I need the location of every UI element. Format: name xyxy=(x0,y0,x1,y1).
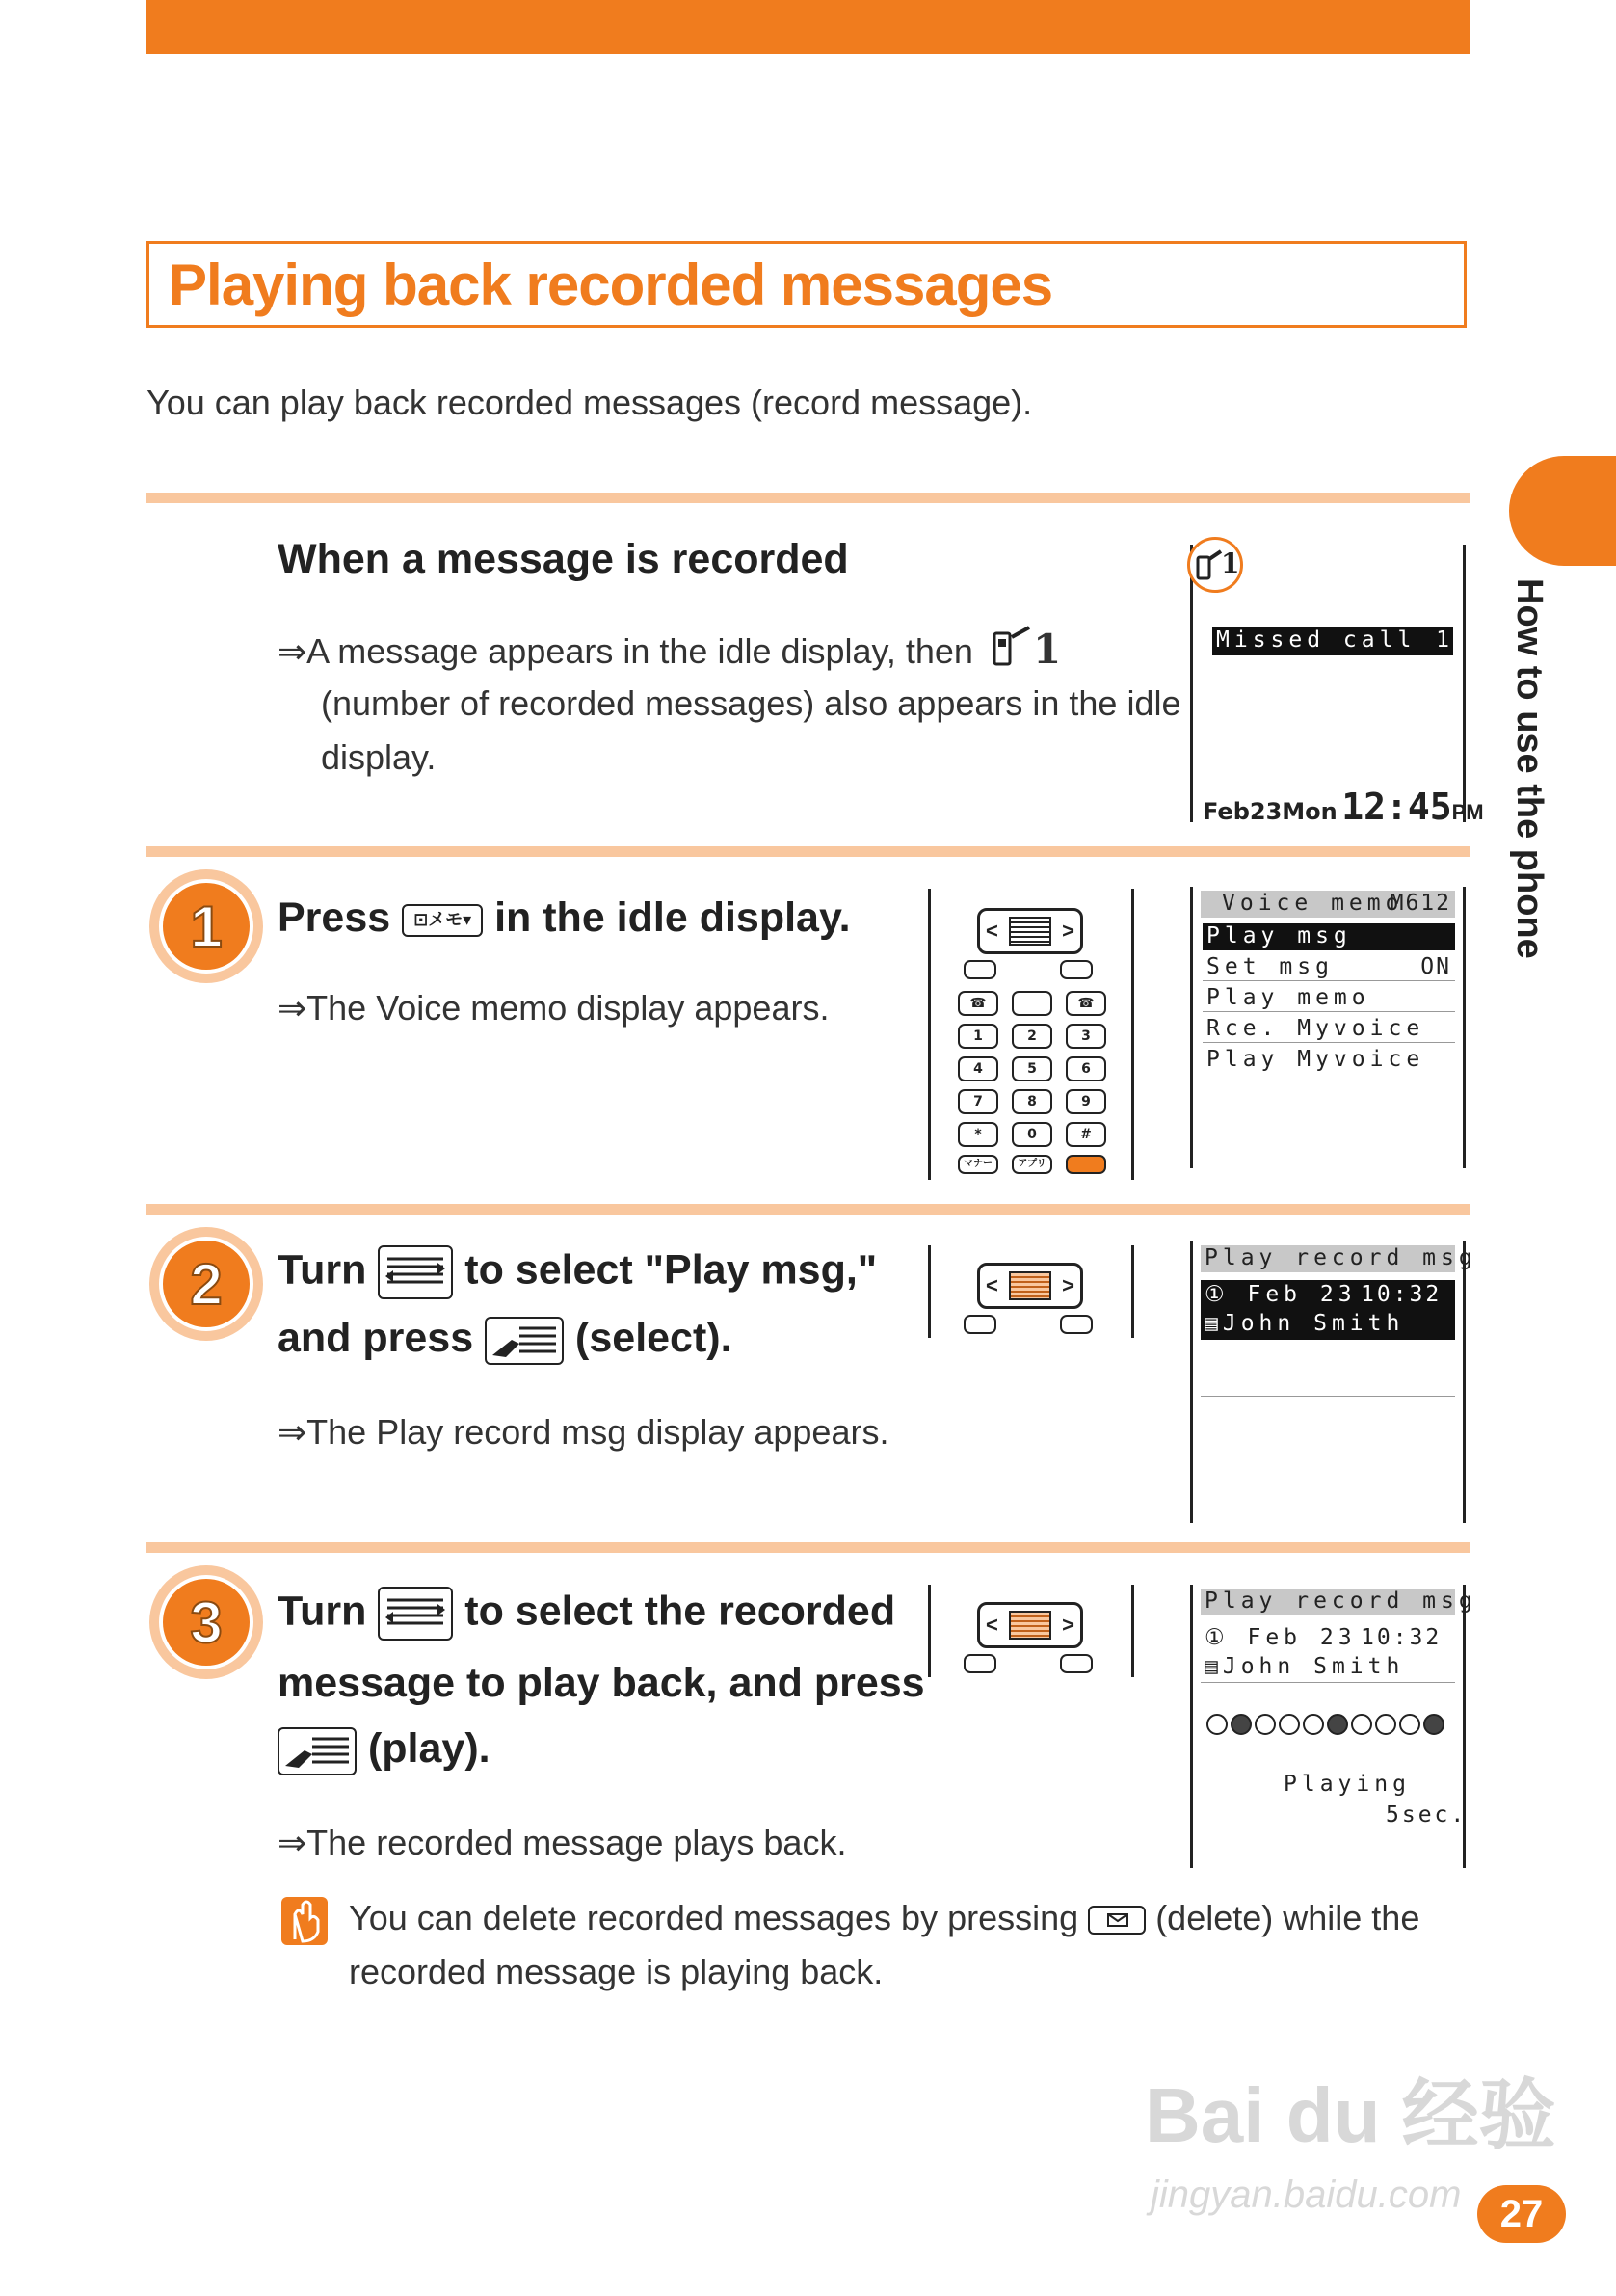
voice-mail-icon xyxy=(991,624,1033,683)
step3-line2: message to play back, and press xyxy=(278,1660,925,1706)
wheel-key-icon xyxy=(378,1245,453,1299)
hint-line2: recorded message is playing back. xyxy=(349,1952,884,1991)
side-tab-label: How to use the phone xyxy=(1509,578,1550,959)
idle-screen xyxy=(1190,545,1484,828)
recorded-line2: (number of recorded messages) also appears in the idle xyxy=(321,683,1181,723)
nav-wheel-illustration: < > xyxy=(928,1245,1134,1338)
record-entry-selected[interactable]: ① Feb 23 10:32 ▤John Smith xyxy=(1201,1280,1455,1340)
mail-key-icon xyxy=(1088,1906,1146,1935)
memo-key-icon: ⊡メモ▾ xyxy=(402,904,483,937)
play-key-icon xyxy=(278,1727,357,1775)
watermark-url: jingyan.baidu.com xyxy=(1151,2174,1462,2216)
recorded-heading: When a message is recorded xyxy=(278,536,849,582)
playing-status: Playing xyxy=(1284,1772,1411,1797)
section-divider xyxy=(146,1204,1470,1215)
keypad-illustration: < > ☎ ☎ 1 2 3 4 5 6 7 8 9 * 0 # マナー アプリ xyxy=(928,889,1134,1180)
progress-dot xyxy=(1279,1714,1300,1735)
voice-memo-screen xyxy=(1190,887,1466,1168)
step3-result: ⇒The recorded message plays back. xyxy=(278,1823,847,1863)
screen-header: Play record msg xyxy=(1201,1245,1455,1272)
hint-hand-icon xyxy=(281,1897,328,1945)
page-title: Playing back recorded messages xyxy=(169,253,1053,317)
step-badge: 1 xyxy=(149,869,263,983)
progress-dot xyxy=(1255,1714,1276,1735)
recorded-line3: display. xyxy=(321,737,437,777)
recorded-indicator: 1 xyxy=(1187,537,1243,593)
step-badge: 2 xyxy=(149,1227,263,1341)
progress-dot xyxy=(1375,1714,1396,1735)
screen-header: Voice memo M612 xyxy=(1201,891,1455,918)
step2-result: ⇒The Play record msg display appears. xyxy=(278,1412,889,1453)
menu-item-play-myvoice[interactable]: Play Myvoice xyxy=(1206,1047,1425,1072)
hint-line1: You can delete recorded messages by pressing (delete) while the xyxy=(349,1898,1420,1937)
play-record-screen xyxy=(1190,1241,1477,1523)
progress-dot xyxy=(1206,1714,1228,1735)
menu-item-set-msg[interactable]: Set msg ON xyxy=(1203,952,1455,981)
page-number: 27 xyxy=(1477,2185,1566,2243)
wheel-key-icon xyxy=(378,1587,453,1641)
intro-text: You can play back recorded messages (record message). xyxy=(146,383,1033,422)
progress-dot xyxy=(1327,1714,1348,1735)
progress-dot xyxy=(1399,1714,1420,1735)
section-divider xyxy=(146,1542,1470,1553)
record-entry[interactable]: ① Feb 23 10:32 ▤John Smith xyxy=(1201,1623,1455,1683)
playback-progress xyxy=(1206,1712,1457,1741)
step3-line3: (play). xyxy=(278,1725,490,1775)
progress-dot xyxy=(1303,1714,1324,1735)
playing-screen xyxy=(1190,1585,1477,1868)
nav-wheel: < > xyxy=(977,908,1083,954)
watermark-logo: Bai du 经验 xyxy=(1145,2072,1556,2158)
step2-line1: Turn to select "Play msg," xyxy=(278,1245,877,1299)
recorded-line1: ⇒A message appears in the idle display, then 1 xyxy=(278,623,1061,683)
side-tab-marker xyxy=(1509,456,1616,566)
page-title-box xyxy=(146,241,1467,328)
elapsed-time: 5sec. xyxy=(1386,1802,1468,1828)
progress-dot xyxy=(1231,1714,1252,1735)
step3-line1: Turn to select the recorded xyxy=(278,1587,895,1641)
step1-instruction: Press ⊡メモ▾ in the idle display. xyxy=(278,894,851,941)
section-divider xyxy=(146,846,1470,857)
menu-item-play-memo[interactable]: Play memo xyxy=(1203,983,1455,1012)
step2-line2: and press (select). xyxy=(278,1315,732,1365)
top-banner xyxy=(146,0,1470,54)
nav-wheel-illustration: < > xyxy=(928,1585,1134,1677)
section-divider xyxy=(146,493,1470,503)
menu-item-rce-myvoice[interactable]: Rce. Myvoice xyxy=(1203,1014,1455,1043)
step-badge: 3 xyxy=(149,1565,263,1679)
progress-dot xyxy=(1351,1714,1372,1735)
screen-header: Play record msg xyxy=(1201,1589,1455,1615)
missed-call-bar: Missed call 1 xyxy=(1212,627,1453,655)
menu-item-play-msg[interactable]: Play msg xyxy=(1203,923,1455,950)
idle-clock: Feb23Mon 12:45PM xyxy=(1203,786,1484,828)
progress-dot xyxy=(1423,1714,1444,1735)
select-key-icon xyxy=(485,1317,564,1365)
step1-result: ⇒The Voice memo display appears. xyxy=(278,988,830,1028)
